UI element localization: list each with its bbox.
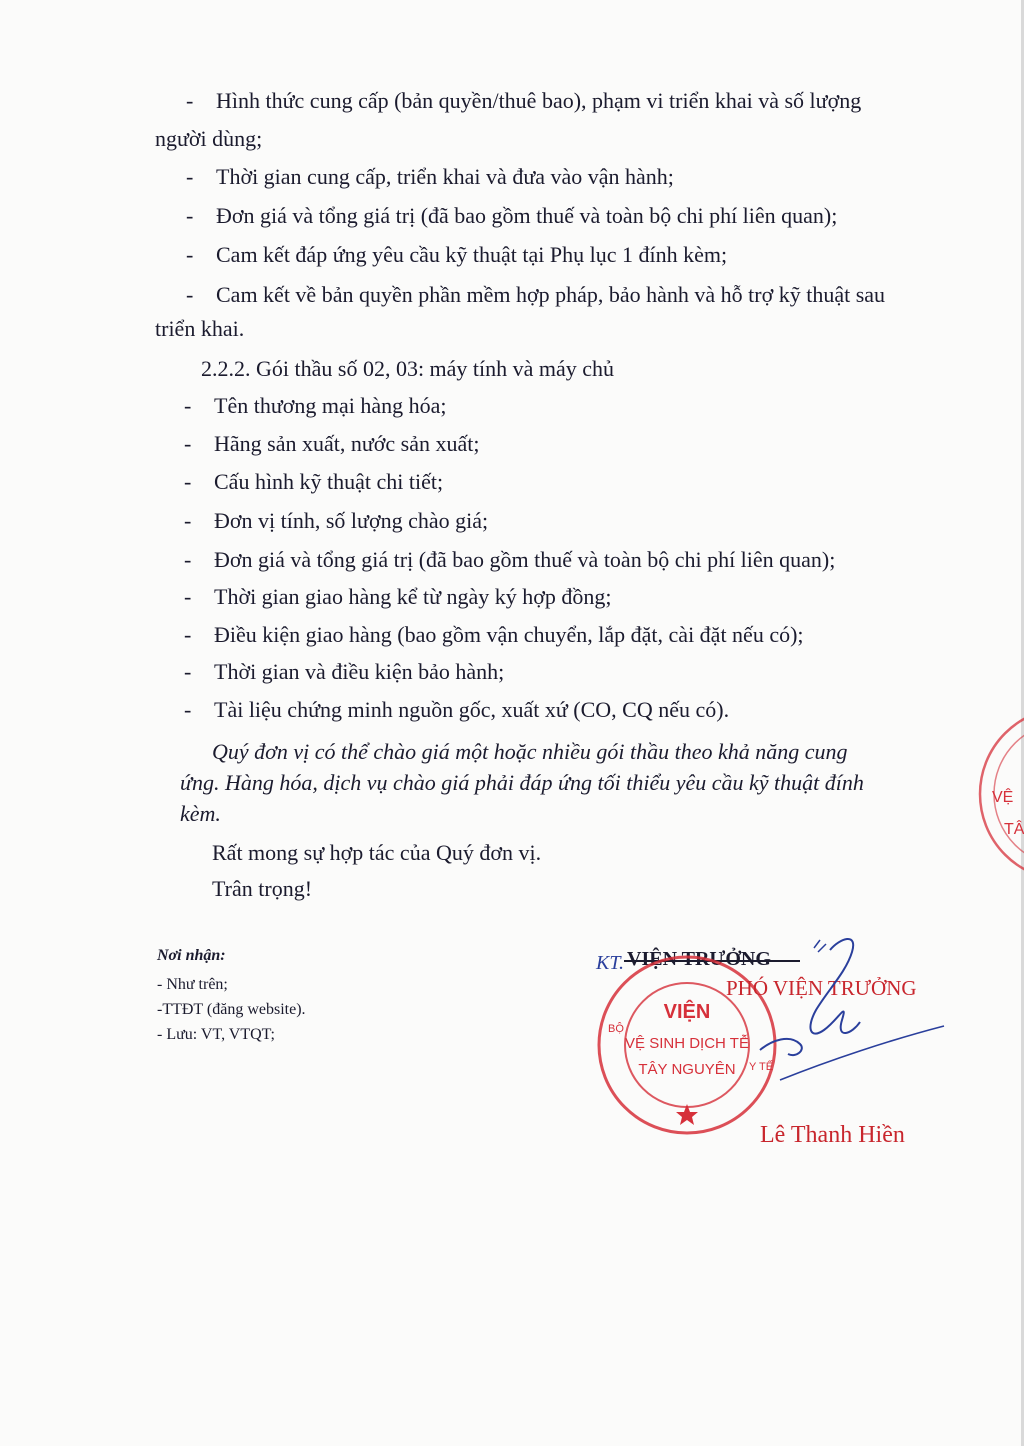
closing-greeting: Trân trọng! — [212, 876, 313, 901]
partial-stamp-text: VỆ — [992, 789, 1014, 806]
bullet-dash: - — [186, 242, 194, 267]
italic-para-line3: kèm. — [180, 801, 221, 826]
stamp-line3: TÂY NGUYÊN — [638, 1061, 736, 1078]
list2-item-3: Cấu hình kỹ thuật chi tiết; — [214, 469, 444, 494]
list2-item-5: Đơn giá và tổng giá trị (đã bao gồm thuế và toàn bộ chi phí liên quan); — [214, 547, 836, 572]
bullet-dash: - — [184, 584, 192, 609]
list1-item-1-line1: Hình thức cung cấp (bản quyền/thuê bao), phạm vi triển khai và số lượng — [216, 88, 862, 113]
bullet-dash: - — [184, 659, 192, 684]
signature-title: VIỆN TRƯỞNG — [627, 948, 771, 970]
italic-para-line2: ứng. Hàng hóa, dịch vụ chào giá phải đáp ứng tối thiểu yêu cầu kỹ thuật đính — [180, 770, 864, 795]
list2-item-6: Thời gian giao hàng kể từ ngày ký hợp đồng; — [214, 584, 612, 609]
signer-name: Lê Thanh Hiền — [760, 1122, 905, 1148]
kt-handwritten-note: KT. — [596, 952, 624, 974]
bullet-dash: - — [186, 164, 194, 189]
stamp-ring-left: BỘ — [608, 1023, 624, 1035]
bullet-dash: - — [186, 282, 194, 307]
stamp-ring-right: Y TẾ — [749, 1061, 774, 1073]
closing-line: Rất mong sự hợp tác của Quý đơn vị. — [212, 840, 542, 865]
list1-item-1-line2: người dùng; — [155, 126, 263, 151]
list1-item-5-line2: triển khai. — [155, 316, 245, 341]
bullet-dash: - — [184, 508, 192, 533]
stamp-line1: VIỆN — [663, 1001, 711, 1023]
bullet-dash: - — [186, 203, 194, 228]
italic-para-line1: Quý đơn vị có thể chào giá một hoặc nhiều gói thầu theo khả năng cung — [212, 739, 848, 764]
recipient-item: -TTĐT (đăng website). — [157, 1001, 306, 1018]
recipient-item: - Lưu: VT, VTQT; — [157, 1026, 275, 1043]
bullet-dash: - — [184, 547, 192, 572]
list1-item-3: Đơn giá và tổng giá trị (đã bao gồm thuế và toàn bộ chi phí liên quan); — [216, 203, 838, 228]
recipient-item: - Như trên; — [157, 976, 228, 993]
recipients-heading: Nơi nhận: — [157, 947, 226, 964]
deputy-title: PHÓ VIỆN TRƯỞNG — [726, 976, 917, 1000]
list2-item-8: Thời gian và điều kiện bảo hành; — [214, 659, 505, 684]
stamp-line2: VỆ SINH DỊCH TỄ — [625, 1035, 749, 1052]
list1-item-2: Thời gian cung cấp, triển khai và đưa vào vận hành; — [216, 164, 674, 189]
list2-item-4: Đơn vị tính, số lượng chào giá; — [214, 508, 489, 533]
bullet-dash: - — [184, 697, 192, 722]
bullet-dash: - — [184, 622, 192, 647]
bullet-dash: - — [186, 88, 194, 113]
bullet-dash: - — [184, 393, 192, 418]
bullet-dash: - — [184, 469, 192, 494]
list1-item-5-line1: Cam kết về bản quyền phần mềm hợp pháp, bảo hành và hỗ trợ kỹ thuật sau — [216, 282, 886, 307]
partial-stamp-text2: TÂ — [1004, 821, 1024, 838]
list2-item-7: Điều kiện giao hàng (bao gồm vận chuyển, lắp đặt, cài đặt nếu có); — [214, 622, 804, 647]
list2-item-2: Hãng sản xuất, nước sản xuất; — [214, 431, 480, 456]
list2-item-9: Tài liệu chứng minh nguồn gốc, xuất xứ (CO, CQ nếu có). — [214, 697, 730, 722]
list2-item-1: Tên thương mại hàng hóa; — [214, 393, 447, 418]
bullet-dash: - — [184, 431, 192, 456]
partial-stamp-seal — [968, 706, 1024, 882]
handwritten-signature — [720, 930, 950, 1090]
section-heading: 2.2.2. Gói thầu số 02, 03: máy tính và máy chủ — [201, 356, 615, 381]
list1-item-4: Cam kết đáp ứng yêu cầu kỹ thuật tại Phụ lục 1 đính kèm; — [216, 242, 728, 267]
